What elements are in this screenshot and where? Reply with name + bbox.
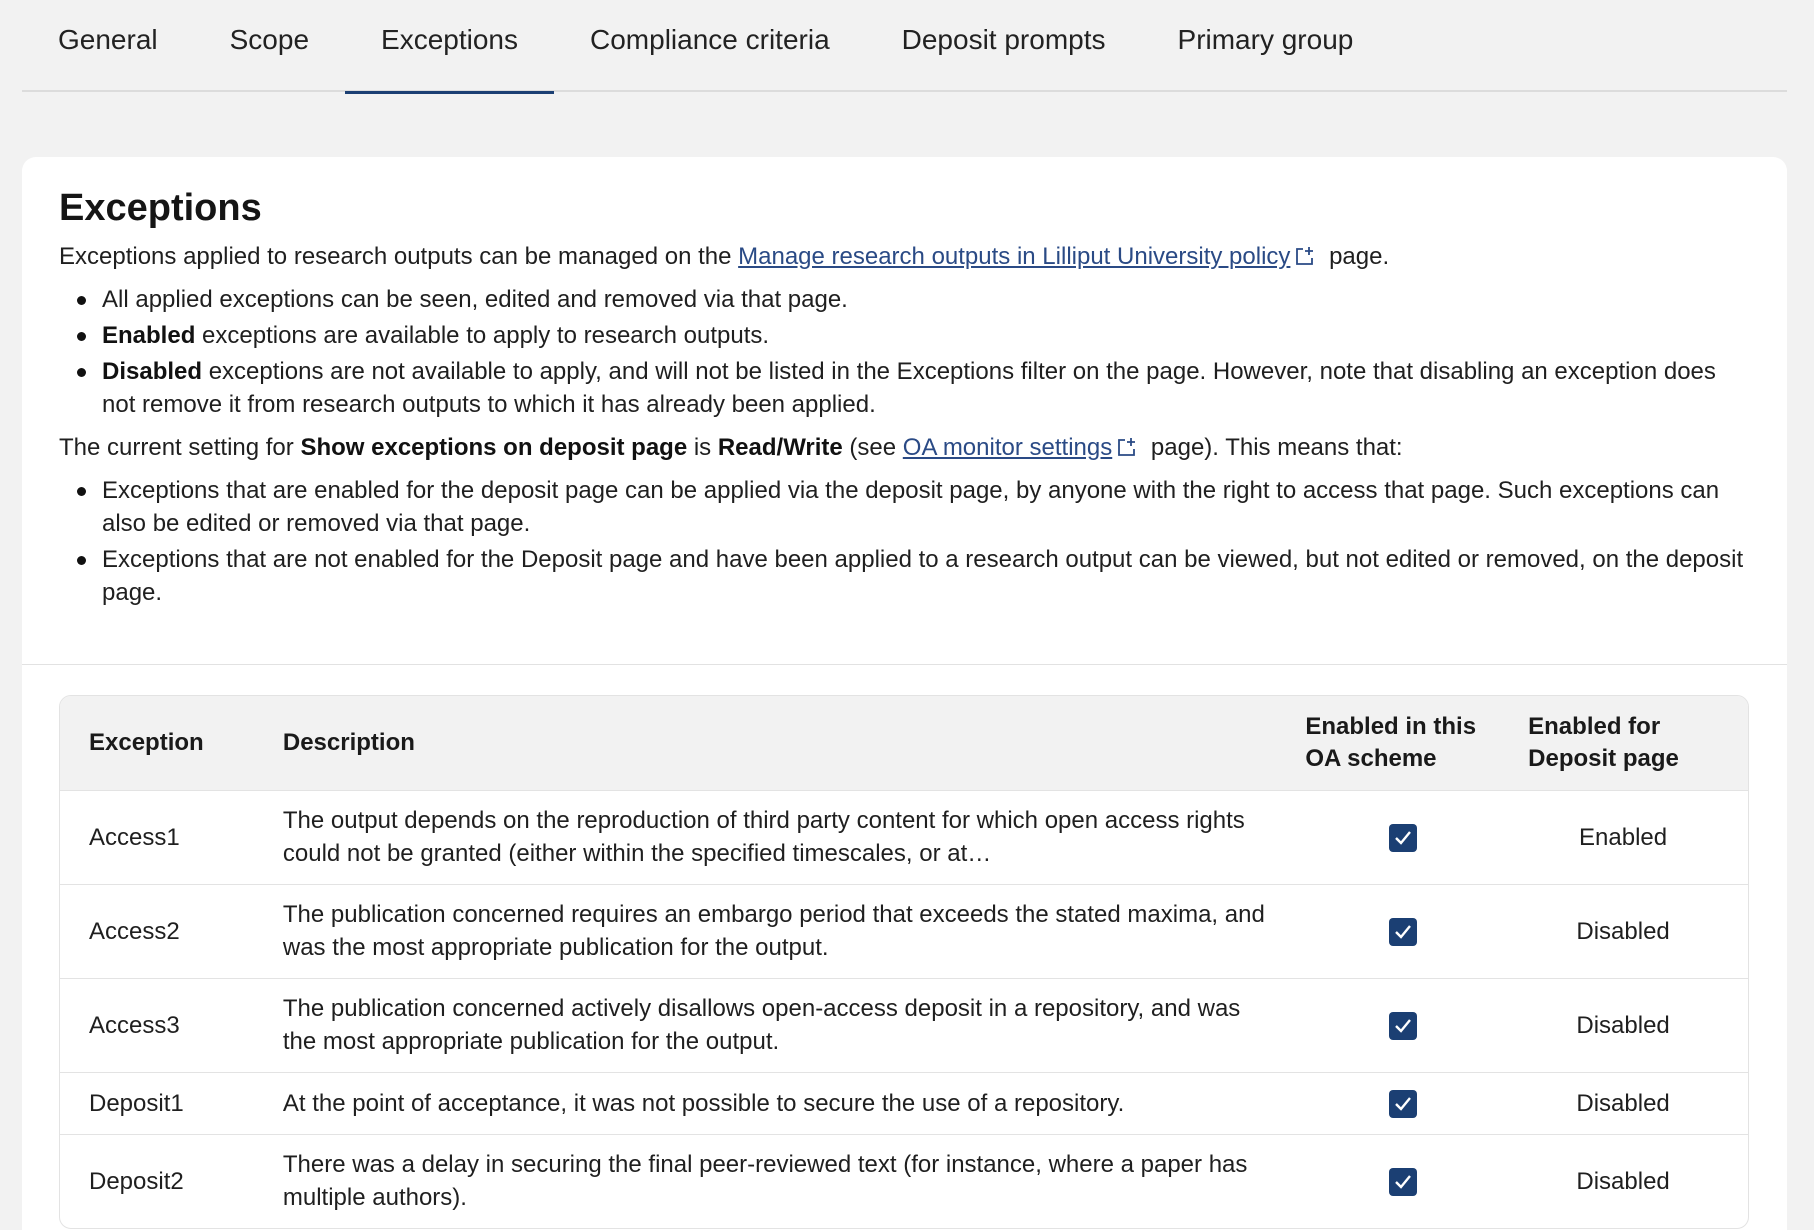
intro-paragraph bbox=[59, 240, 1750, 273]
table-row bbox=[60, 978, 1748, 1072]
column-header-exception: Exception bbox=[60, 696, 283, 790]
enabled-checkbox[interactable] bbox=[1389, 1012, 1417, 1040]
tab-general[interactable]: General bbox=[58, 24, 158, 55]
oa-monitor-settings-link[interactable]: OA monitor settings bbox=[902, 434, 1113, 461]
tab-bar bbox=[22, 0, 1787, 92]
enabled-checkbox[interactable] bbox=[1389, 918, 1417, 946]
exception-description: The publication concerned requires an embargo period that exceeds the stated maxima, and was the most appropriate publication for the output. bbox=[283, 884, 1305, 978]
intro-text-before: Exceptions applied to research outputs can be managed on the bbox=[59, 243, 739, 270]
list-item: Exceptions that are enabled for the deposit page can be applied via the deposit page, by anyone with the right to access that page. Such exceptions can also be edited or removed via that page. bbox=[59, 474, 1750, 540]
table-header-row bbox=[60, 696, 1748, 790]
list-item: All applied exceptions can be seen, edited and removed via that page. bbox=[59, 283, 1750, 316]
tab-scope[interactable]: Scope bbox=[229, 24, 310, 55]
section-divider bbox=[22, 664, 1787, 665]
column-header-enabled-scheme: Enabled in this OA scheme bbox=[1305, 696, 1528, 790]
exceptions-card bbox=[22, 157, 1787, 1230]
enabled-checkbox[interactable] bbox=[1389, 824, 1417, 852]
list-item: Exceptions that are not enabled for the Deposit page and have been applied to a research output can be viewed, but not edited or removed, on the deposit page. bbox=[59, 543, 1750, 609]
manage-research-outputs-link[interactable]: Manage research outputs in Lilliput University policy bbox=[738, 243, 1291, 270]
exception-description: There was a delay in securing the final peer-reviewed text (for instance, where a paper has multiple authors). bbox=[283, 1134, 1305, 1228]
checkmark-icon bbox=[1394, 1174, 1412, 1190]
tab-deposit-prompts[interactable]: Deposit prompts bbox=[901, 24, 1106, 55]
exception-description: At the point of acceptance, it was not possible to secure the use of a repository. bbox=[283, 1072, 1305, 1134]
list-item: Enabled exceptions are available to apply to research outputs. bbox=[59, 319, 1750, 352]
checkmark-icon bbox=[1394, 1096, 1412, 1112]
intro-text-after: page. bbox=[1322, 243, 1390, 270]
table-row bbox=[60, 790, 1748, 884]
exception-code: Access3 bbox=[60, 978, 283, 1072]
setting-paragraph: The current setting for Show exceptions on deposit page is Read/Write (see OA monitor settings page). This means that: bbox=[59, 434, 1403, 461]
table-row bbox=[60, 1072, 1748, 1134]
exceptions-table bbox=[59, 695, 1749, 1229]
tab-exceptions[interactable]: Exceptions bbox=[345, 0, 554, 92]
intro-section bbox=[22, 157, 1787, 609]
column-header-enabled-deposit: Enabled for Deposit page bbox=[1528, 696, 1748, 790]
deposit-status: Disabled bbox=[1528, 978, 1748, 1072]
tab-compliance-criteria[interactable]: Compliance criteria bbox=[590, 24, 830, 55]
exception-code: Deposit1 bbox=[60, 1072, 283, 1134]
checkmark-icon bbox=[1394, 1018, 1412, 1034]
enabled-checkbox[interactable] bbox=[1389, 1168, 1417, 1196]
exception-description: The output depends on the reproduction of third party content for which open access rights could not be granted (either within the specified timescales, or at… bbox=[283, 790, 1305, 884]
deposit-status: Enabled bbox=[1528, 790, 1748, 884]
table-row bbox=[60, 1134, 1748, 1228]
deposit-status: Disabled bbox=[1528, 1134, 1748, 1228]
checkmark-icon bbox=[1394, 830, 1412, 846]
exception-description: The publication concerned actively disallows open-access deposit in a repository, and was the most appropriate publication for the output. bbox=[283, 978, 1305, 1072]
deposit-setting-list bbox=[59, 474, 1750, 609]
exceptions-info-list bbox=[59, 283, 1750, 421]
external-link-icon[interactable] bbox=[1116, 436, 1138, 458]
column-header-description: Description bbox=[283, 696, 1305, 790]
checkmark-icon bbox=[1394, 924, 1412, 940]
exception-code: Access1 bbox=[60, 790, 283, 884]
section-title: Exceptions bbox=[59, 187, 262, 229]
table-row bbox=[60, 884, 1748, 978]
enabled-checkbox[interactable] bbox=[1389, 1090, 1417, 1118]
exception-code: Access2 bbox=[60, 884, 283, 978]
external-link-icon[interactable] bbox=[1294, 245, 1316, 267]
exception-code: Deposit2 bbox=[60, 1134, 283, 1228]
tab-primary-group[interactable]: Primary group bbox=[1177, 24, 1354, 55]
deposit-status: Disabled bbox=[1528, 884, 1748, 978]
list-item: Disabled exceptions are not available to apply, and will not be listed in the Exceptions filter on the page. However, note that disabling an exception does not remove it from research outputs to which it has already been applied. bbox=[59, 355, 1750, 421]
deposit-status: Disabled bbox=[1528, 1072, 1748, 1134]
